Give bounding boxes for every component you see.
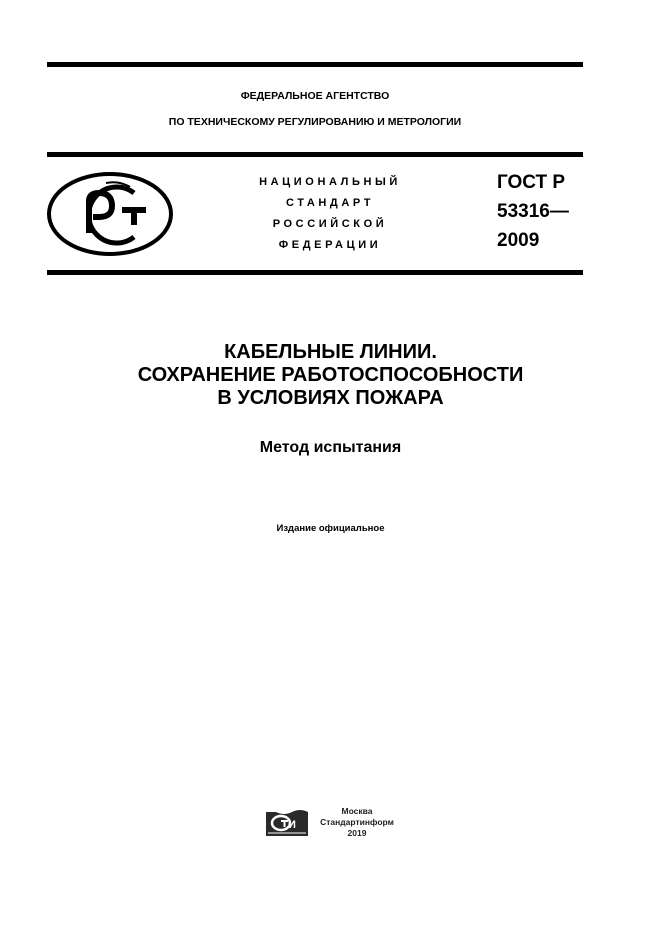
- agency-name-line1: ФЕДЕРАЛЬНОЕ АГЕНТСТВО: [240, 90, 390, 102]
- rst-logo-icon: [46, 171, 174, 257]
- national-standard-line: ФЕДЕРАЦИИ: [278, 239, 382, 251]
- publisher-year: 2019: [347, 828, 367, 838]
- agency-name-line2: ПО ТЕХНИЧЕСКОМУ РЕГУЛИРОВАНИЮ И МЕТРОЛОГИИ: [168, 116, 462, 128]
- national-standard-line: НАЦИОНАЛЬНЫЙ: [259, 176, 401, 188]
- publisher-city: Москва: [341, 806, 373, 816]
- standartinform-logo-icon: [264, 806, 312, 838]
- national-standard-label: [240, 172, 420, 256]
- top-rule: [47, 62, 583, 67]
- designation-line: 2009: [497, 230, 540, 251]
- publisher-name: Стандартинформ: [320, 817, 394, 827]
- standard-designation: [497, 168, 569, 255]
- document-subtitle: Метод испытания: [259, 439, 402, 456]
- designation-line: ГОСТ Р: [497, 172, 566, 193]
- publisher-info: [312, 806, 402, 839]
- bottom-rule: [47, 270, 583, 275]
- title-line: СОХРАНЕНИЕ РАБОТОСПОСОБНОСТИ: [137, 364, 524, 386]
- title-line: КАБЕЛЬНЫЕ ЛИНИИ.: [224, 341, 437, 363]
- svg-text:И: И: [288, 819, 296, 831]
- title-line: В УСЛОВИЯХ ПОЖАРА: [217, 387, 444, 409]
- designation-line: 53316—: [497, 201, 569, 222]
- middle-rule: [47, 152, 583, 157]
- national-standard-line: СТАНДАРТ: [285, 197, 375, 209]
- national-standard-line: РОССИЙСКОЙ: [272, 218, 388, 230]
- document-title: [47, 341, 614, 410]
- edition-label: Издание официальное: [276, 523, 385, 534]
